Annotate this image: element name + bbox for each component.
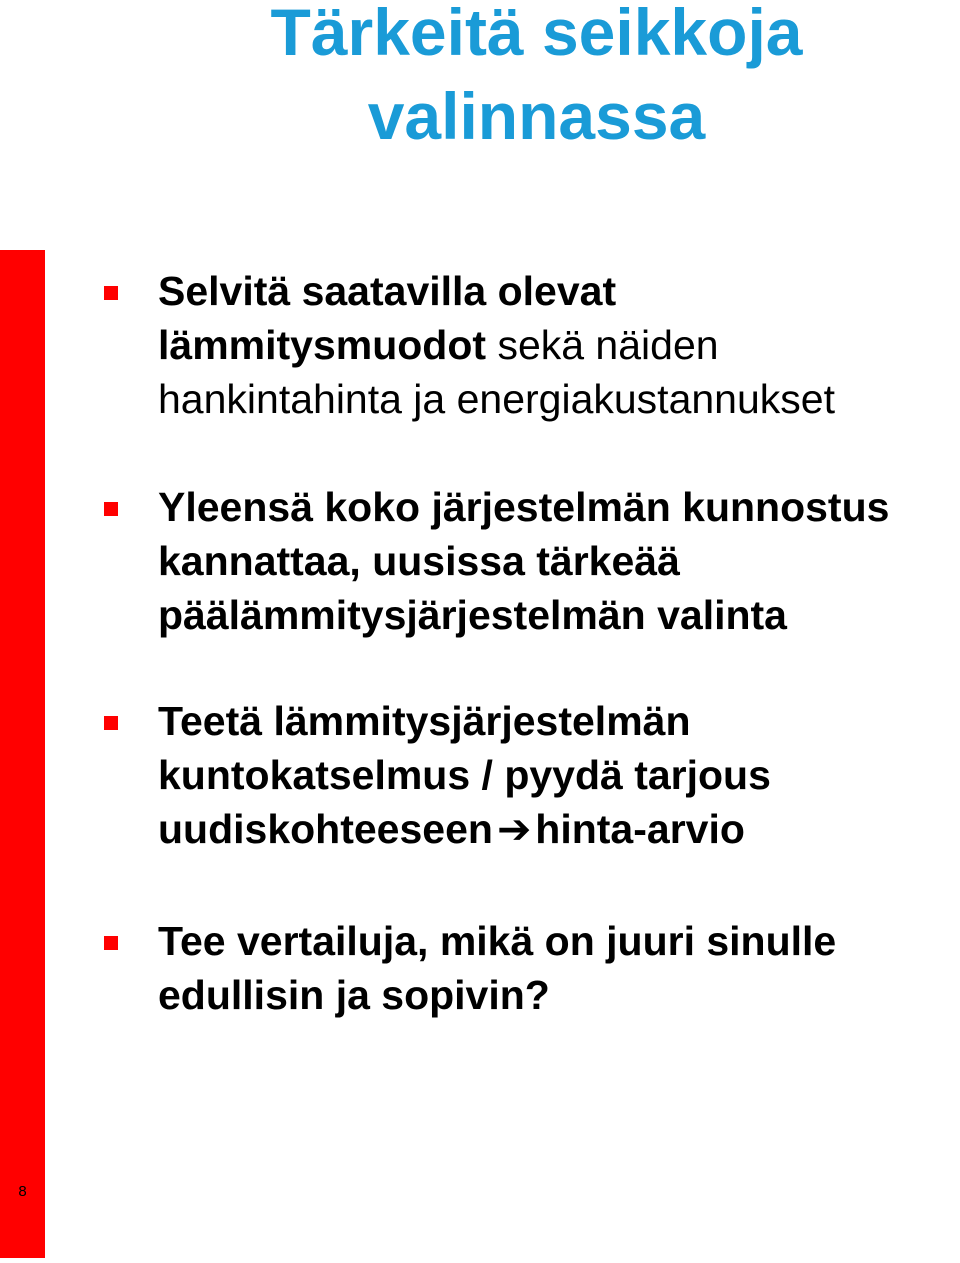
bullet-4-line-2: edullisin ja sopivin? bbox=[158, 972, 550, 1018]
left-accent-bar bbox=[0, 250, 45, 1258]
square-bullet-icon bbox=[104, 716, 118, 730]
bullet-text-3 bbox=[158, 694, 771, 856]
bullet-2-line-3: päälämmitysjärjestelmän valinta bbox=[158, 592, 787, 638]
bullet-1-line-2 bbox=[158, 318, 835, 372]
page-number: 8 bbox=[18, 1183, 27, 1200]
bullet-text-1 bbox=[158, 264, 835, 426]
bullet-text-2 bbox=[158, 480, 889, 642]
bullet-2-line-2: kannattaa, uusissa tärkeää bbox=[158, 538, 680, 584]
bullet-2-line-1: Yleensä koko järjestelmän kunnostus bbox=[158, 484, 890, 530]
slide-title-line-2: valinnassa bbox=[367, 79, 706, 153]
square-bullet-icon bbox=[104, 286, 118, 300]
bullet-4-line-1: Tee vertailuja, mikä on juuri sinulle bbox=[158, 918, 837, 964]
bullet-3-line-3 bbox=[158, 802, 771, 856]
bullet-1-line-3: hankintahinta ja energiakustannukset bbox=[158, 376, 835, 422]
bullet-3-line-3-b: hinta-arvio bbox=[535, 806, 745, 852]
slide-title-line-1: Tärkeitä seikkoja bbox=[270, 0, 803, 69]
square-bullet-icon bbox=[104, 936, 118, 950]
bullet-3-line-1: Teetä lämmitysjärjestelmän bbox=[158, 698, 691, 744]
bullet-1-line-2-normal: sekä näiden bbox=[486, 322, 719, 368]
bullet-1-line-1: Selvitä saatavilla olevat bbox=[158, 268, 617, 314]
bullet-1-line-2-bold: lämmitysmuodot bbox=[158, 322, 487, 368]
bullet-3-line-2: kuntokatselmus / pyydä tarjous bbox=[158, 752, 771, 798]
bullet-3-line-3-a: uudiskohteeseen bbox=[158, 806, 493, 852]
square-bullet-icon bbox=[104, 502, 118, 516]
bullet-text-4 bbox=[158, 914, 836, 1022]
arrow-right-icon: ➔ bbox=[496, 806, 532, 852]
slide-title bbox=[0, 0, 960, 158]
